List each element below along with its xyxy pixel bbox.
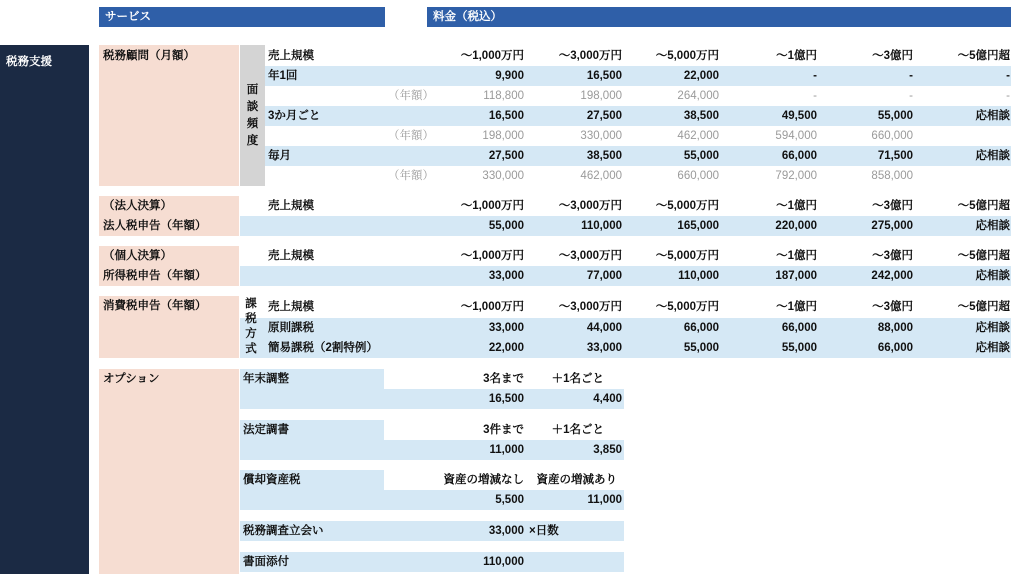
year-end-col1: 3名まで	[483, 373, 524, 385]
corporate-value: 55,000	[488, 220, 524, 232]
depreciable-val1: 5,500	[495, 494, 524, 506]
advisory-value: 16,500	[586, 70, 622, 82]
consumption-tier: 〜1億円	[776, 301, 817, 313]
advisory-value: 38,500	[586, 150, 622, 162]
options-label-cell	[99, 369, 239, 574]
statutory-col1: 3件まで	[483, 424, 524, 436]
individual-tier: 〜5億円超	[957, 250, 1010, 262]
individual-tier: 〜3億円	[872, 250, 913, 262]
consumption-value: 33,000	[586, 342, 622, 354]
advisory-value: 55,000	[877, 110, 913, 122]
statutory-val1: 11,000	[489, 444, 524, 456]
individual-value: 110,000	[678, 270, 719, 282]
advisory-row-name: 毎月	[268, 150, 291, 162]
consumption-tier: 〜5,000万円	[655, 301, 719, 313]
price-header: 料金（税込）	[427, 7, 1011, 27]
corporate-tier: 〜3,000万円	[558, 200, 622, 212]
advisory-row-name: 年1回	[268, 70, 298, 82]
individual-scale-label: 売上規模	[268, 250, 314, 262]
consumption-value: 66,000	[781, 322, 817, 334]
consumption-value: 22,000	[488, 342, 524, 354]
advisory-annual: 330,000	[580, 130, 622, 142]
advisory-value: 応相談	[975, 150, 1010, 162]
consumption-label: 消費税申告（年額）	[103, 300, 207, 312]
advisory-annual: -	[813, 90, 817, 102]
sidebar-label: 税務支援	[6, 56, 52, 68]
year-end-val1: 16,500	[488, 393, 524, 405]
advisory-value: 27,500	[586, 110, 622, 122]
advisory-tier: 〜1億円	[776, 50, 817, 62]
advisory-row-name: 3か月ごと	[268, 110, 321, 122]
advisory-value: 38,500	[683, 110, 719, 122]
statutory-name: 法定調書	[243, 424, 289, 436]
corporate-scale-label: 売上規模	[268, 200, 314, 212]
advisory-annual: 594,000	[775, 130, 817, 142]
advisory-value: 9,900	[495, 70, 524, 82]
advisory-annual: 660,000	[677, 170, 719, 182]
depreciable-col1: 資産の増減なし	[443, 474, 524, 486]
annual-tag: （年額）	[388, 130, 434, 142]
corporate-tier: 〜5億円超	[957, 200, 1010, 212]
audit-unit: ×日数	[529, 525, 559, 537]
advisory-annual: 198,000	[482, 130, 524, 142]
advisory-value: 71,500	[877, 150, 913, 162]
audit-name: 税務調査立会い	[243, 525, 324, 537]
advisory-annual: 118,800	[483, 90, 524, 102]
consumption-row-name: 簡易課税（2割特例）	[268, 342, 378, 354]
advisory-value: 応相談	[975, 110, 1010, 122]
advisory-annual: 792,000	[775, 170, 817, 182]
advisory-annual: 198,000	[580, 90, 622, 102]
consumption-value: 66,000	[877, 342, 913, 354]
statutory-val2: 3,850	[593, 444, 622, 456]
advisory-value: 16,500	[488, 110, 524, 122]
corporate-value: 110,000	[581, 220, 622, 232]
consumption-row-name: 原則課税	[268, 322, 314, 334]
advisory-value: -	[1006, 70, 1010, 82]
advisory-value: -	[813, 70, 817, 82]
consumption-value: 33,000	[488, 322, 524, 334]
consumption-tier: 〜5億円超	[957, 301, 1010, 313]
corporate-value: 220,000	[775, 220, 817, 232]
consumption-value: 44,000	[586, 322, 622, 334]
advisory-tier: 〜5,000万円	[655, 50, 719, 62]
individual-value: 33,000	[488, 270, 524, 282]
consumption-value: 応相談	[975, 322, 1010, 334]
advisory-value: -	[909, 70, 913, 82]
individual-tier: 〜3,000万円	[558, 250, 622, 262]
advisory-value: 55,000	[683, 150, 719, 162]
consumption-tier: 〜3億円	[872, 301, 913, 313]
consumption-tier: 〜1,000万円	[460, 301, 524, 313]
service-header: サービス	[99, 7, 385, 27]
advisory-annual: 858,000	[871, 170, 913, 182]
consumption-tier: 〜3,000万円	[558, 301, 622, 313]
consumption-value: 55,000	[683, 342, 719, 354]
advisory-annual: -	[909, 90, 913, 102]
audit-value: 33,000	[488, 525, 524, 537]
interview-frequency-cell	[240, 45, 265, 186]
corporate-value: 応相談	[975, 220, 1010, 232]
individual-value: 応相談	[975, 270, 1010, 282]
document-value: 110,000	[483, 556, 524, 568]
advisory-tier: 〜3億円	[872, 50, 913, 62]
individual-value: 187,000	[775, 270, 817, 282]
interview-frequency-label: 面 談 頻 度	[246, 84, 259, 147]
individual-label-1: （個人決算）	[103, 250, 172, 262]
year-end-name: 年末調整	[243, 373, 289, 385]
advisory-tier: 〜1,000万円	[460, 50, 524, 62]
consumption-value: 55,000	[781, 342, 817, 354]
individual-label-2: 所得税申告（年額）	[103, 270, 207, 282]
advisory-tier: 〜3,000万円	[558, 50, 622, 62]
consumption-value: 88,000	[877, 322, 913, 334]
individual-tier: 〜5,000万円	[655, 250, 719, 262]
depreciable-col2: 資産の増減あり	[536, 474, 617, 486]
statutory-col2: ＋1名ごと	[551, 424, 604, 436]
document-name: 書面添付	[243, 556, 289, 568]
consumption-scale-label: 売上規模	[268, 301, 314, 313]
corporate-label-2: 法人税申告（年額）	[103, 220, 207, 232]
advisory-value: 49,500	[781, 110, 817, 122]
consumption-value: 応相談	[975, 342, 1010, 354]
advisory-value: 66,000	[781, 150, 817, 162]
options-label: オプション	[103, 373, 160, 385]
depreciable-name: 償却資産税	[243, 474, 301, 486]
corporate-tier: 〜1,000万円	[460, 200, 524, 212]
advisory-value: 27,500	[488, 150, 524, 162]
advisory-annual: -	[1006, 90, 1010, 102]
advisory-value: 22,000	[683, 70, 719, 82]
corporate-tier: 〜3億円	[872, 200, 913, 212]
advisory-label-cell	[99, 45, 239, 186]
depreciable-val2: 11,000	[587, 494, 622, 506]
advisory-annual: 660,000	[871, 130, 913, 142]
year-end-val2: 4,400	[593, 393, 622, 405]
individual-value: 77,000	[586, 270, 622, 282]
corporate-tier: 〜5,000万円	[655, 200, 719, 212]
advisory-annual: 330,000	[482, 170, 524, 182]
advisory-annual: 264,000	[677, 90, 719, 102]
advisory-annual: 462,000	[677, 130, 719, 142]
corporate-value: 165,000	[677, 220, 719, 232]
consumption-value: 66,000	[683, 322, 719, 334]
sidebar-tax-support	[0, 45, 89, 574]
individual-tier: 〜1億円	[776, 250, 817, 262]
corporate-value: 275,000	[871, 220, 913, 232]
individual-value: 242,000	[871, 270, 913, 282]
annual-tag: （年額）	[388, 170, 434, 182]
advisory-annual: 462,000	[580, 170, 622, 182]
year-end-col2: ＋1名ごと	[551, 373, 604, 385]
corporate-label-1: （法人決算）	[103, 200, 172, 212]
corporate-tier: 〜1億円	[776, 200, 817, 212]
individual-tier: 〜1,000万円	[460, 250, 524, 262]
advisory-label: 税務顧問（月額）	[103, 50, 195, 62]
advisory-tier: 〜5億円超	[957, 50, 1010, 62]
annual-tag: （年額）	[388, 90, 434, 102]
advisory-scale-label: 売上規模	[268, 50, 314, 62]
tax-method-label: 課 税 方 式	[245, 298, 257, 355]
